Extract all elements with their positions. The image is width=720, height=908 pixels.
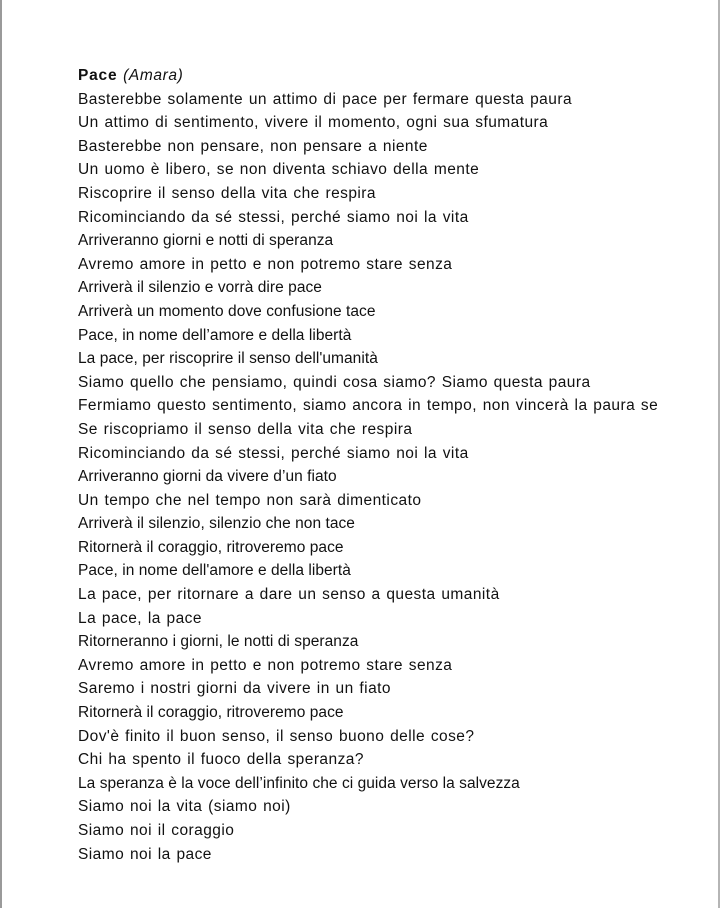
lyric-line: Un uomo è libero, se non diventa schiavo della mente <box>78 161 480 179</box>
lyric-line: Avremo amore in petto e non potremo stare senza <box>78 255 453 273</box>
song-artist: (Amara) <box>123 67 184 84</box>
lyric-line: Siamo quello che pensiamo, quindi cosa siamo? Siamo questa paura <box>78 373 591 391</box>
lyric-line: Pace, in nome dell’amore e della libertà <box>78 326 352 344</box>
lyric-line: Siamo noi la vita (siamo noi) <box>78 798 291 816</box>
lyric-line: Arriverà un momento dove confusione tace <box>78 302 376 320</box>
lyric-line: La pace, per riscoprire il senso dell'umanità <box>78 350 378 368</box>
lyric-line: La pace, per ritornare a dare un senso a questa umanità <box>78 586 500 604</box>
lyric-line: Avremo amore in petto e non potremo stare senza <box>78 656 453 674</box>
lyric-line: Ritorneranno i giorni, le notti di speranza <box>78 633 359 651</box>
lyric-line: Ritornerà il coraggio, ritroveremo pace <box>78 704 344 722</box>
lyric-line: Chi ha spento il fuoco della speranza? <box>78 751 364 769</box>
lyric-line: La speranza è la voce dell’infinito che ci guida verso la salvezza <box>78 774 520 792</box>
lyric-line: Saremo i nostri giorni da vivere in un fiato <box>78 680 391 698</box>
page-left-edge <box>0 0 2 908</box>
lyric-line: Dov'è finito il buon senso, il senso buono delle cose? <box>78 727 475 745</box>
lyrics-document <box>78 64 708 866</box>
lyric-line: Arriveranno giorni e notti di speranza <box>78 232 334 250</box>
lyric-line: Arriverà il silenzio e vorrà dire pace <box>78 279 322 297</box>
lyric-line: Basterebbe solamente un attimo di pace per fermare questa paura <box>78 90 573 108</box>
lyric-line: Un tempo che nel tempo non sarà dimenticato <box>78 491 422 509</box>
lyric-line: Ritornerà il coraggio, ritroveremo pace <box>78 538 344 556</box>
lyric-line: Ricominciando da sé stessi, perché siamo noi la vita <box>78 208 469 226</box>
lyric-line: Riscoprire il senso della vita che respira <box>78 184 376 202</box>
lyric-line: Un attimo di sentimento, vivere il momento, ogni sua sfumatura <box>78 114 549 132</box>
lyric-line: La pace, la pace <box>78 609 202 627</box>
lyric-line: Pace, in nome dell'amore e della libertà <box>78 562 351 580</box>
lyric-line: Arriveranno giorni da vivere d’un fiato <box>78 468 337 486</box>
lyric-line: Basterebbe non pensare, non pensare a niente <box>78 137 428 155</box>
lyric-line: Siamo noi la pace <box>78 845 212 863</box>
lyric-line: Arriverà il silenzio, silenzio che non tace <box>78 515 355 533</box>
song-heading <box>78 64 708 88</box>
lyric-line: Fermiamo questo sentimento, siamo ancora in tempo, non vincerà la paura se <box>78 397 659 415</box>
lyric-line: Ricominciando da sé stessi, perché siamo noi la vita <box>78 444 469 462</box>
lyric-line: Se riscopriamo il senso della vita che respira <box>78 420 413 438</box>
song-title: Pace <box>78 67 118 84</box>
lyric-line: Siamo noi il coraggio <box>78 822 235 839</box>
